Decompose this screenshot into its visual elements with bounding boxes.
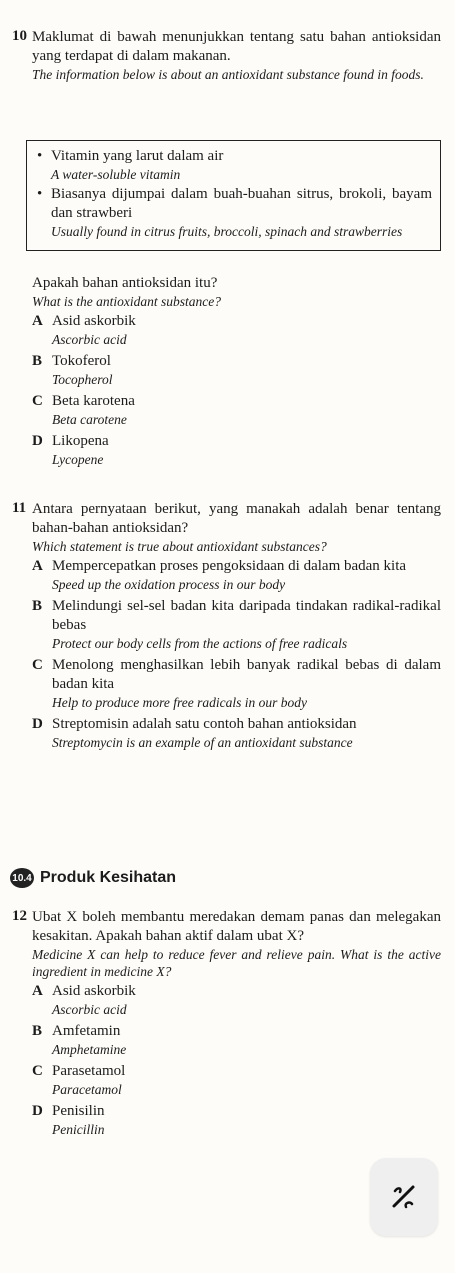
bullet-icon: • xyxy=(37,186,43,202)
option-c[interactable]: C Menolong menghasilkan lebih banyak radikal bebas di dalam badan kita xyxy=(32,657,441,692)
option-b[interactable]: B Tokoferol xyxy=(32,353,111,369)
question-text: Antara pernyataan berikut, yang manakah adalah benar tentang bahan-bahan antioksidan? xyxy=(32,501,441,536)
option-a-translation: Ascorbic acid xyxy=(52,1002,127,1017)
option-c-translation: Beta carotene xyxy=(52,412,127,427)
option-a[interactable]: A Asid askorbik xyxy=(32,313,136,329)
option-b[interactable]: B Melindungi sel-sel badan kita daripada tindakan radikal-radikal bebas xyxy=(32,598,441,633)
question-text: Maklumat di bawah menunjukkan tentang satu bahan antioksidan yang terdapat di dalam makanan. xyxy=(32,29,441,64)
option-a-translation: Speed up the oxidation process in our body xyxy=(52,577,286,592)
pencil-slash-icon xyxy=(386,1179,422,1215)
option-b[interactable]: B Amfetamin xyxy=(32,1023,121,1039)
section-badge: 10.4 xyxy=(10,868,34,888)
info-item-translation: A water-soluble vitamin xyxy=(51,167,181,182)
question-prompt: Apakah bahan antioksidan itu? xyxy=(32,275,218,291)
info-item: • Vitamin yang larut dalam air xyxy=(37,148,224,164)
option-d[interactable]: D Penisilin xyxy=(32,1103,105,1119)
option-a[interactable]: A Mempercepatkan proses pengoksidaan di dalam badan kita xyxy=(32,558,407,574)
question-10 xyxy=(12,28,441,83)
option-d-translation: Streptomycin is an example of an antioxidant substance xyxy=(52,735,353,750)
info-item: • Biasanya dijumpai dalam buah-buahan sitrus, brokoli, bayam dan strawberi xyxy=(37,186,432,221)
question-text: Ubat X boleh membantu meredakan demam panas dan melegakan kesakitan. Apakah bahan aktif dalam ubat X? xyxy=(32,909,441,944)
option-d[interactable]: D Streptomisin adalah satu contoh bahan antioksidan xyxy=(32,716,357,732)
options-list xyxy=(32,312,441,468)
option-c[interactable]: C Parasetamol xyxy=(32,1063,126,1079)
options-list xyxy=(32,982,441,1138)
option-d-translation: Penicillin xyxy=(52,1122,105,1137)
info-item-translation: Usually found in citrus fruits, broccoli, spinach and strawberries xyxy=(51,224,403,239)
option-c-translation: Paracetamol xyxy=(52,1082,122,1097)
annotate-button[interactable] xyxy=(370,1158,438,1236)
question-translation: The information below is about an antioxidant substance found in foods. xyxy=(32,67,424,82)
option-b-translation: Protect our body cells from the actions of free radicals xyxy=(52,636,348,651)
question-12 xyxy=(12,908,441,1142)
option-c[interactable]: C Beta karotena xyxy=(32,393,135,409)
option-c-translation: Help to produce more free radicals in our body xyxy=(52,695,307,710)
question-translation: Which statement is true about antioxidant substances? xyxy=(32,539,327,554)
option-b-translation: Tocopherol xyxy=(52,372,113,387)
option-d-translation: Lycopene xyxy=(52,452,104,467)
options-list xyxy=(32,557,441,751)
option-a-translation: Ascorbic acid xyxy=(52,332,127,347)
info-box xyxy=(26,140,441,251)
section-title: Produk Kesihatan xyxy=(40,869,177,886)
question-prompt-translation: What is the antioxidant substance? xyxy=(32,294,221,309)
question-10-prompt xyxy=(12,274,441,472)
question-number: 12 xyxy=(12,908,27,924)
question-number: 10 xyxy=(12,28,27,44)
question-translation: Medicine X can help to reduce fever and relieve pain. What is the active ingredient in medicine X? xyxy=(32,947,441,979)
option-a[interactable]: A Asid askorbik xyxy=(32,983,136,999)
option-b-translation: Amphetamine xyxy=(52,1042,127,1057)
question-11 xyxy=(12,500,441,755)
bullet-icon: • xyxy=(37,148,43,164)
section-heading xyxy=(10,868,176,888)
option-d[interactable]: D Likopena xyxy=(32,433,109,449)
question-number: 11 xyxy=(12,500,27,516)
